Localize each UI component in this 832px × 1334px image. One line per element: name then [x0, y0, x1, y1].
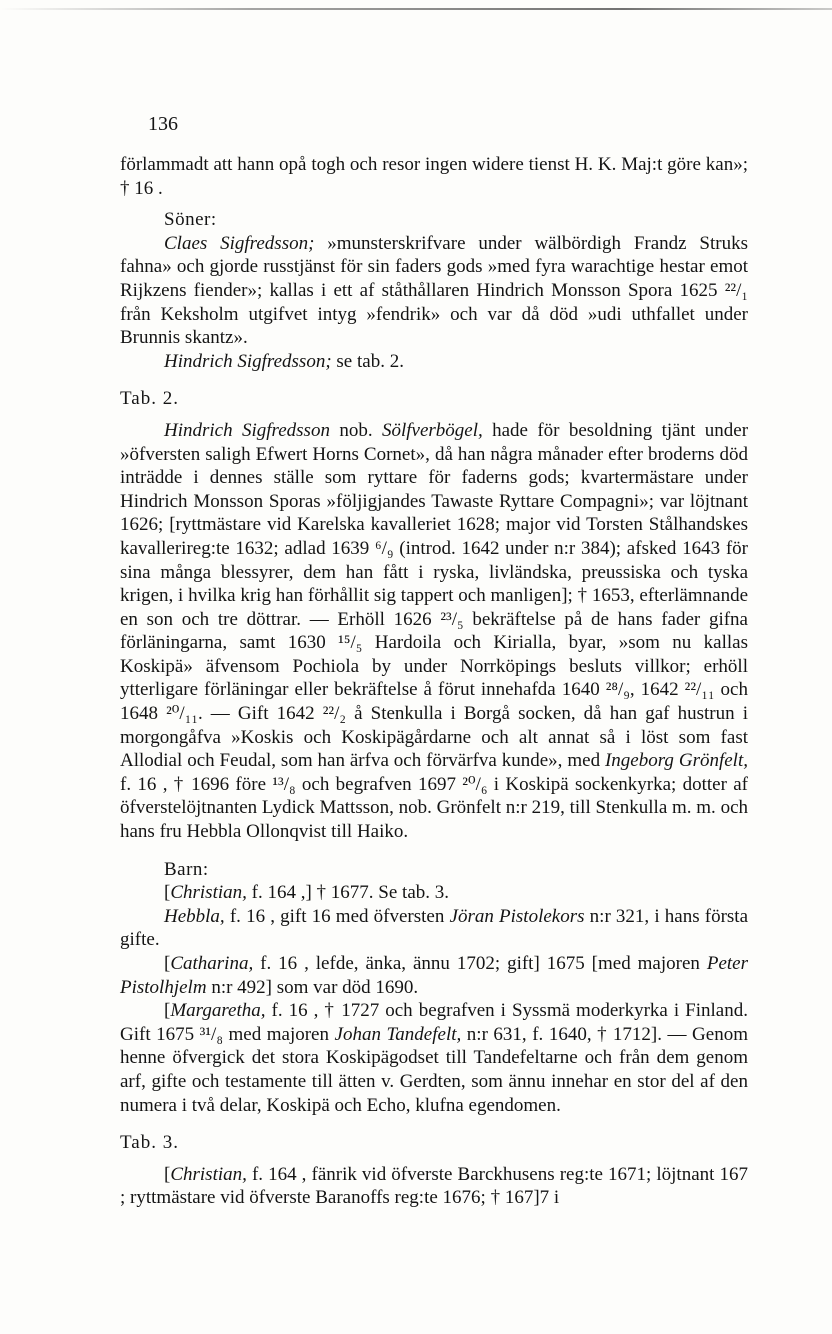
son-claes-entry: Claes Sigfredsson; »munsterskrifvare under wälbördigh Frandz Struks fahna» och gjorde russtjänst för sin faders gods »med fyra warachtige hestar emot Rijkzens fiender»; kallas i ett af ståthållaren Hindrich Monsson Spora 1625 ²²/₁ från Keksholm utgifvet intyg »fendrik» och var då död »udi uthfallet under Brunnis skantz». [120, 232, 748, 349]
person-name: Catharina, [170, 953, 254, 974]
person-name: Margaretha, [170, 1000, 266, 1022]
page-text [120, 153, 748, 1210]
child-margaretha-entry: [Margaretha, f. 16 , † 1727 och begrafven i Syssmä moderkyrka i Finland. Gift 1675 ³¹/₈ med majoren Johan Tandefelt, n:r 631, f. 1640, † 1712]. — Genom henne öfvergick det stora Koskipägodset till Tandefeltarne och från dem genom arf, gifte och testamente till ätten v. Gerdten, som ännu innehar en stor del af den numera i två delar, Koskipä och Echo, klufna egendomen. [120, 1000, 748, 1116]
child-catharina-entry: [Catharina, f. 16 , lefde, änka, ännu 1702; gift] 1675 [med majoren Peter Pistolhjelm n:r 492] som var död 1690. [120, 953, 748, 998]
spouse-name: Johan Tandefelt, [334, 1023, 462, 1045]
son-hindrich-entry: Hindrich Sigfredsson; se tab. 2. [164, 350, 404, 372]
tab2-heading: Tab. 2. [120, 388, 179, 410]
spouse-name: Peter Pistolhjelm [120, 953, 748, 998]
intro-paragraph: förlammadt att hann opå togh och resor ingen widere tienst H. K. Maj:t göre kan»; † 16 . [120, 154, 748, 199]
page-number: 136 [148, 113, 178, 135]
spouse-name: Jöran Pistolekors [449, 905, 585, 927]
wife-name: Ingeborg Grönfelt, [604, 750, 748, 772]
person-name: Christian, [170, 1163, 247, 1185]
children-label: Barn: [164, 858, 209, 880]
person-name: Claes Sigfredsson; [164, 232, 315, 254]
noble-name: Sölfverbögel, [381, 419, 483, 441]
person-name: Hebbla, [164, 905, 225, 927]
tab3-paragraph: [Christian, f. 164 , fänrik vid öfverste Barckhusens reg:te 1671; löjtnant 167 ; ryttmästare vid öfverste Baranoffs reg:te 1676; † 167]7 i [120, 1163, 748, 1209]
person-name: Hindrich Sigfredsson [164, 419, 330, 441]
scan-top-edge [0, 8, 832, 10]
tab2-paragraph: Hindrich Sigfredsson nob. Sölfverbögel, hade för besoldning tjänt under »öfversten saligh Efwert Horns Cornet», då han några månader efter broderns död inträdde i dennes ställe som ryttare för faderns gods; kvartermästare under Hindrich Monsson Sporas »följigjandes Tawaste Ryttare Compagni»; var löjtnant 1626; [ryttmästare vid Karelska kavalleriet 1628; major vid Torsten Stålhandskes kavallerireg:te 1632; adlad 1639 ⁶/₉ (introd. 1642 under n:r 384); afsked 1643 för sina många blessyrer, dem han fått i ryska, livländska, preussiska och tyska krigen, i hvilka krig han förhållit sig tappert och manligen]; † 1653, efterlämnande en son och tre döttrar. — Erhöll 1626 ²³/₅ bekräftelse på de hans fader gifna förläningarna, samt 1630 ¹⁵/₅ Hardoila och Kirialla, byar, »som nu kallas Koskipä» äfvensom Pochiola by under Norrköpings besluts villkor; erhöll ytterligare förläningar eller bekräftelse å förut innehafda 1640 ²⁸/₉, 1642 ²²/₁₁ och 1648 ²⁰/₁₁. — Gift 1642 ²²/₂ å Stenkulla i Borgå socken, då han gaf hustrun i morgongåfva »Koskis och Koskipägårdarne och alt annat så i löst som fast Allodial och Feudal, som han ärfva och förvärfva kunde», med Ingeborg Grönfelt, f. 16 , † 1696 före ¹³/₈ och begrafven 1697 ²⁰/₆ i Koskipä sockenkyrka; dotter af öfverstelöjtnanten Lydick Mattsson, nob. Grönfelt n:r 219, till Stenkulla m. m. och hans fru Hebbla Ollonqvist till Haiko. [120, 419, 749, 843]
child-hebbla-entry: Hebbla, f. 16 , gift 16 med öfversten Jöran Pistolekors n:r 321, i hans första gifte. [120, 905, 748, 951]
tab3-heading: Tab. 3. [120, 1132, 179, 1154]
person-name: Christian, [170, 882, 247, 904]
sons-label: Söner: [164, 209, 217, 231]
person-name: Hindrich Sigfredsson; [164, 350, 332, 372]
child-christian-entry: [Christian, f. 164 ,] † 1677. Se tab. 3. [164, 882, 450, 904]
